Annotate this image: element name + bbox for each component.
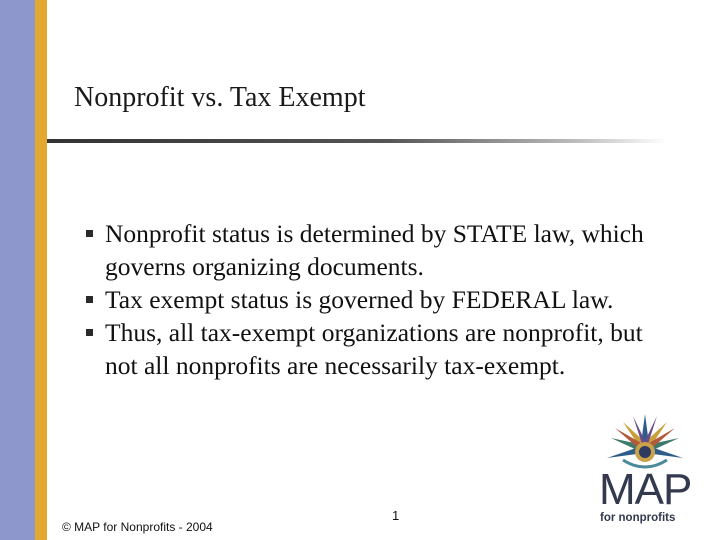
side-bar-blue <box>0 0 35 540</box>
bullet-text: Nonprofit status is determined by STATE law, which governs organizing documents. <box>105 219 644 281</box>
square-bullet-icon <box>86 329 93 336</box>
bullet-item <box>72 217 672 283</box>
footer-copyright: © MAP for Nonprofits - 2004 <box>62 520 213 534</box>
bullet-item <box>72 283 672 316</box>
slide-title: Nonprofit vs. Tax Exempt <box>74 82 366 113</box>
logo-tagline: for nonprofits <box>600 512 676 524</box>
bullet-text: Thus, all tax-exempt organizations are nonprofit, but not all nonprofits are necessarily tax-exempt. <box>105 318 643 380</box>
bullet-list <box>72 217 672 382</box>
square-bullet-icon <box>86 230 93 237</box>
side-bar-gold <box>35 0 47 540</box>
bullet-item <box>72 316 672 382</box>
page-number: 1 <box>392 508 400 523</box>
bullet-text: Tax exempt status is governed by FEDERAL law. <box>105 285 614 314</box>
logo-wordmark: MAP <box>599 465 692 514</box>
title-divider <box>47 139 667 143</box>
square-bullet-icon <box>86 296 93 303</box>
